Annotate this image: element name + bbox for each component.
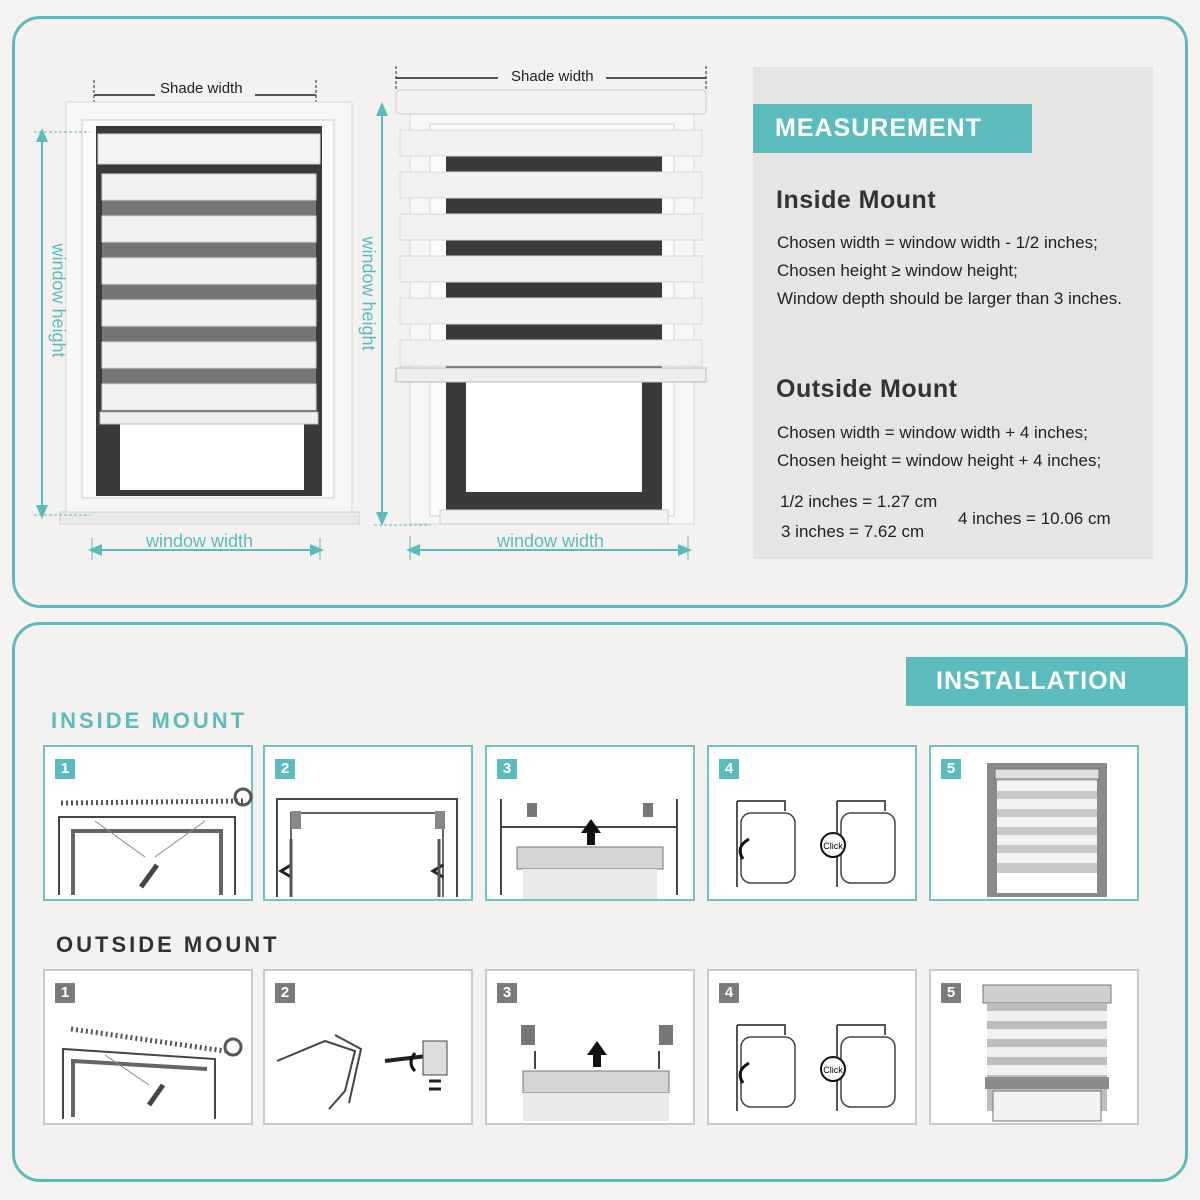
installation-title: INSTALLATION	[906, 657, 1188, 706]
click-label: Click	[823, 1065, 843, 1075]
inside-mount-heading: INSIDE MOUNT	[51, 708, 248, 733]
inside-step-5	[929, 745, 1139, 901]
conversion-three-inch: 3 inches = 7.62 cm	[781, 522, 925, 541]
step-number: 5	[941, 983, 961, 1003]
outside-step-3	[485, 969, 695, 1125]
outside-mount-illustration	[370, 60, 710, 580]
conversion-half-inch: 1/2 inches = 1.27 cm	[780, 492, 938, 511]
inside-mount-title: Inside Mount	[776, 186, 937, 214]
outside-window-width-label: window width	[497, 531, 605, 551]
step-number: 3	[497, 983, 517, 1003]
outside-mount-heading: OUTSIDE MOUNT	[56, 932, 280, 957]
inside-line-2: Chosen height ≥ window height;	[777, 261, 1018, 280]
outside-step-2	[263, 969, 473, 1125]
insert-headrail-icon	[487, 747, 697, 903]
measure-outside-frame-icon	[45, 971, 255, 1127]
inside-line-3: Window depth should be larger than 3 inches.	[777, 289, 1122, 308]
measurement-title: MEASUREMENT	[753, 104, 1032, 153]
inside-step-1	[43, 745, 253, 901]
mount-brackets-outside-icon	[265, 971, 475, 1127]
step-number: 4	[719, 983, 739, 1003]
inside-step-4	[707, 745, 917, 901]
inside-window-width-label: window width	[146, 531, 254, 551]
inside-window-height-label: window height	[48, 243, 69, 358]
step-number: 1	[55, 759, 75, 779]
outside-mount-title: Outside Mount	[776, 375, 958, 403]
click-lock-inside-icon	[709, 747, 919, 903]
installed-shade-inside-icon	[931, 747, 1141, 903]
insert-headrail-outside-icon	[487, 971, 697, 1127]
inside-step-2	[263, 745, 473, 901]
outside-step-4	[707, 969, 917, 1125]
inside-mount-illustration	[30, 60, 360, 580]
inside-step-3	[485, 745, 695, 901]
installed-shade-outside-icon	[931, 971, 1141, 1127]
step-number: 4	[719, 759, 739, 779]
outside-shade-width-label: Shade width	[511, 68, 594, 85]
step-number: 1	[55, 983, 75, 1003]
conversion-four-inch: 4 inches = 10.06 cm	[958, 509, 1111, 528]
click-label: Click	[823, 841, 843, 851]
measure-window-frame-icon	[45, 747, 255, 903]
outside-step-1	[43, 969, 253, 1125]
step-number: 2	[275, 759, 295, 779]
inside-shade-width-label: Shade width	[160, 80, 243, 97]
step-number: 2	[275, 983, 295, 1003]
step-number: 5	[941, 759, 961, 779]
outside-line-1: Chosen width = window width + 4 inches;	[777, 423, 1088, 442]
outside-step-5	[929, 969, 1139, 1125]
inside-line-1: Chosen width = window width - 1/2 inches;	[777, 233, 1098, 252]
outside-line-2: Chosen height = window height + 4 inches;	[777, 451, 1102, 470]
mount-brackets-inside-icon	[265, 747, 475, 903]
click-lock-outside-icon	[709, 971, 919, 1127]
outside-window-height-label: window height	[358, 236, 379, 351]
step-number: 3	[497, 759, 517, 779]
